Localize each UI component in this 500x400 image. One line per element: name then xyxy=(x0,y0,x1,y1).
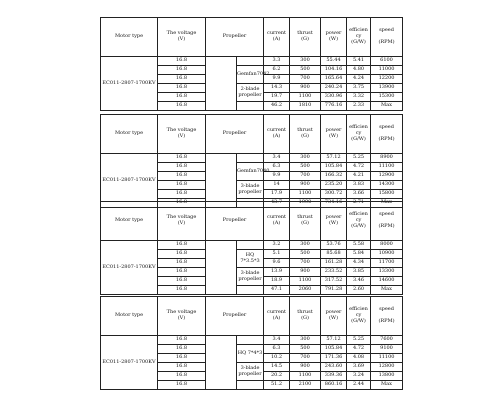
current-cell: 46.2 xyxy=(264,102,290,111)
efficiency-cell: 5.41 xyxy=(347,57,371,66)
thrust-cell: 1100 xyxy=(290,190,321,199)
spec-table xyxy=(100,17,403,111)
power-cell: 776.16 xyxy=(321,102,347,111)
efficiency-cell: 3.85 xyxy=(347,268,371,277)
efficiency-cell: 3.69 xyxy=(347,363,371,372)
power-cell: 300.72 xyxy=(321,190,347,199)
speed-cell: 15300 xyxy=(371,93,403,102)
voltage-cell: 16.8 xyxy=(158,66,206,75)
propeller-empty-cell xyxy=(237,102,264,111)
power-cell: 317.52 xyxy=(321,277,347,286)
power-cell: 171.36 xyxy=(321,354,347,363)
current-cell: 10.2 xyxy=(264,354,290,363)
current-cell: 19.7 xyxy=(264,93,290,102)
speed-cell: 9100 xyxy=(371,345,403,354)
voltage-cell: 16.8 xyxy=(158,268,206,277)
header-current: current (A) xyxy=(264,297,290,336)
current-cell: 17.9 xyxy=(264,190,290,199)
header-power: power (W) xyxy=(321,115,347,154)
speed-cell: 13900 xyxy=(371,84,403,93)
power-cell: 243.60 xyxy=(321,363,347,372)
speed-cell: 15800 xyxy=(371,190,403,199)
voltage-cell: 16.8 xyxy=(158,250,206,259)
thrust-cell: 500 xyxy=(290,66,321,75)
efficiency-cell: 4.72 xyxy=(347,163,371,172)
current-cell: 6.3 xyxy=(264,163,290,172)
header-propeller: Propeller xyxy=(206,202,264,241)
speed-cell: 13300 xyxy=(371,268,403,277)
thrust-cell: 900 xyxy=(290,181,321,190)
efficiency-cell: 4.34 xyxy=(347,259,371,268)
speed-cell: 14600 xyxy=(371,277,403,286)
power-cell: 235.20 xyxy=(321,181,347,190)
motor-type-cell: EC011-2807-1700KV xyxy=(101,57,158,111)
propeller-type-cell: 3-blade propeller xyxy=(237,181,264,199)
header-current: current (A) xyxy=(264,202,290,241)
header-motor-type: Motor type xyxy=(101,202,158,241)
table-row xyxy=(101,154,403,163)
efficiency-cell: 5.58 xyxy=(347,241,371,250)
speed-cell: 11100 xyxy=(371,163,403,172)
header-voltage: The voltage (V) xyxy=(158,297,206,336)
efficiency-cell: 3.24 xyxy=(347,372,371,381)
header-power: power (W) xyxy=(321,18,347,57)
efficiency-cell: 4.72 xyxy=(347,345,371,354)
voltage-cell: 16.8 xyxy=(158,354,206,363)
power-cell: 165.64 xyxy=(321,75,347,84)
header-voltage: The voltage (V) xyxy=(158,202,206,241)
header-thrust: thrust (G) xyxy=(290,202,321,241)
current-cell: 3.3 xyxy=(264,57,290,66)
header-row xyxy=(101,202,403,241)
current-cell: 3.4 xyxy=(264,154,290,163)
voltage-cell: 16.8 xyxy=(158,75,206,84)
thrust-cell: 1100 xyxy=(290,277,321,286)
current-cell: 5.1 xyxy=(264,250,290,259)
motor-type-cell: EC011-2807-1700KV xyxy=(101,154,158,208)
table-row xyxy=(101,241,403,250)
voltage-cell: 16.8 xyxy=(158,172,206,181)
propeller-blank-cell xyxy=(206,336,237,390)
motor-type-cell: EC011-2807-1700KV xyxy=(101,241,158,295)
efficiency-cell: 2.60 xyxy=(347,286,371,295)
table-row xyxy=(101,336,403,345)
voltage-cell: 16.8 xyxy=(158,345,206,354)
header-speed: speed (RPM) xyxy=(371,202,403,241)
speed-cell: 13800 xyxy=(371,372,403,381)
current-cell: 14 xyxy=(264,181,290,190)
thrust-cell: 2060 xyxy=(290,286,321,295)
propeller-empty-cell xyxy=(237,154,264,163)
current-cell: 13.9 xyxy=(264,268,290,277)
spec-table xyxy=(100,296,403,390)
current-cell: 14.5 xyxy=(264,363,290,372)
power-cell: 791.28 xyxy=(321,286,347,295)
thrust-cell: 700 xyxy=(290,75,321,84)
voltage-cell: 16.8 xyxy=(158,259,206,268)
speed-cell: 11100 xyxy=(371,354,403,363)
thrust-cell: 2100 xyxy=(290,381,321,390)
propeller-blank-cell xyxy=(206,154,237,208)
propeller-empty-cell xyxy=(237,57,264,66)
efficiency-cell: 4.21 xyxy=(347,172,371,181)
thrust-cell: 1990 xyxy=(290,199,321,208)
thrust-cell: 300 xyxy=(290,57,321,66)
spec-table xyxy=(100,201,403,295)
thrust-cell: 500 xyxy=(290,250,321,259)
header-thrust: thrust (G) xyxy=(290,18,321,57)
table-row xyxy=(101,57,403,66)
header-propeller: Propeller xyxy=(206,18,264,57)
power-cell: 161.28 xyxy=(321,259,347,268)
voltage-cell: 16.8 xyxy=(158,277,206,286)
speed-cell: 8900 xyxy=(371,154,403,163)
header-power: power (W) xyxy=(321,202,347,241)
current-cell: 18.9 xyxy=(264,277,290,286)
speed-cell: 12900 xyxy=(371,172,403,181)
efficiency-cell: 5.25 xyxy=(347,154,371,163)
propeller-empty-cell xyxy=(237,336,264,345)
header-voltage: The voltage (V) xyxy=(158,115,206,154)
header-speed: speed (RPM) xyxy=(371,18,403,57)
propeller-model-cell: HQ 7*3.5*3 xyxy=(237,250,264,268)
speed-cell: Max xyxy=(371,381,403,390)
voltage-cell: 16.8 xyxy=(158,84,206,93)
current-cell: 3.2 xyxy=(264,241,290,250)
voltage-cell: 16.8 xyxy=(158,241,206,250)
speed-cell: 12800 xyxy=(371,363,403,372)
propeller-model-cell: Gemfan7042 xyxy=(237,66,264,84)
speed-cell: 7600 xyxy=(371,336,403,345)
thrust-cell: 500 xyxy=(290,163,321,172)
voltage-cell: 16.8 xyxy=(158,181,206,190)
current-cell: 9.9 xyxy=(264,75,290,84)
header-speed: speed (RPM) xyxy=(371,297,403,336)
header-efficiency: efficien cy (G/W) xyxy=(347,18,371,57)
header-voltage: The voltage (V) xyxy=(158,18,206,57)
header-motor-type: Motor type xyxy=(101,18,158,57)
header-motor-type: Motor type xyxy=(101,115,158,154)
efficiency-cell: 4.24 xyxy=(347,75,371,84)
header-current: current (A) xyxy=(264,115,290,154)
speed-cell: 14300 xyxy=(371,181,403,190)
voltage-cell: 16.8 xyxy=(158,93,206,102)
header-current: current (A) xyxy=(264,18,290,57)
voltage-cell: 16.8 xyxy=(158,363,206,372)
current-cell: 43.7 xyxy=(264,199,290,208)
thrust-cell: 1100 xyxy=(290,93,321,102)
header-efficiency: efficien cy (G/W) xyxy=(347,202,371,241)
power-cell: 104.16 xyxy=(321,66,347,75)
header-thrust: thrust (G) xyxy=(290,115,321,154)
header-power: power (W) xyxy=(321,297,347,336)
propeller-type-cell: 2-blade propeller xyxy=(237,84,264,102)
voltage-cell: 16.8 xyxy=(158,57,206,66)
header-efficiency: efficien cy (G/W) xyxy=(347,297,371,336)
propeller-blank-cell xyxy=(206,57,237,111)
voltage-cell: 16.8 xyxy=(158,163,206,172)
header-speed: speed (RPM) xyxy=(371,115,403,154)
thrust-cell: 700 xyxy=(290,354,321,363)
efficiency-cell: 2.44 xyxy=(347,381,371,390)
propeller-model-cell: Gemfan7040 xyxy=(237,163,264,181)
power-cell: 860.16 xyxy=(321,381,347,390)
current-cell: 3.4 xyxy=(264,336,290,345)
power-cell: 85.68 xyxy=(321,250,347,259)
thrust-cell: 500 xyxy=(290,345,321,354)
thrust-cell: 300 xyxy=(290,241,321,250)
current-cell: 6.2 xyxy=(264,66,290,75)
propeller-empty-cell xyxy=(237,381,264,390)
speed-cell: 10900 xyxy=(371,250,403,259)
voltage-cell: 16.8 xyxy=(158,372,206,381)
header-efficiency: efficien cy (G/W) xyxy=(347,115,371,154)
voltage-cell: 16.8 xyxy=(158,336,206,345)
motor-type-cell: EC011-2807-1700KV xyxy=(101,336,158,390)
thrust-cell: 300 xyxy=(290,336,321,345)
efficiency-cell: 3.83 xyxy=(347,181,371,190)
header-row xyxy=(101,18,403,57)
efficiency-cell: 3.46 xyxy=(347,277,371,286)
speed-cell: Max xyxy=(371,199,403,208)
current-cell: 6.3 xyxy=(264,345,290,354)
power-cell: 166.32 xyxy=(321,172,347,181)
power-cell: 339.36 xyxy=(321,372,347,381)
voltage-cell: 16.8 xyxy=(158,154,206,163)
spec-table xyxy=(100,114,403,208)
current-cell: 9.9 xyxy=(264,172,290,181)
speed-cell: 11000 xyxy=(371,66,403,75)
speed-cell: 11700 xyxy=(371,259,403,268)
current-cell: 51.2 xyxy=(264,381,290,390)
efficiency-cell: 4.08 xyxy=(347,354,371,363)
header-row xyxy=(101,115,403,154)
speed-cell: 6100 xyxy=(371,57,403,66)
power-cell: 55.44 xyxy=(321,57,347,66)
header-propeller: Propeller xyxy=(206,297,264,336)
power-cell: 57.12 xyxy=(321,154,347,163)
thrust-cell: 700 xyxy=(290,172,321,181)
propeller-blank-cell xyxy=(206,241,237,295)
propeller-model-cell: HQ 7*4*3 xyxy=(237,345,264,363)
propeller-type-cell: 3-blade propeller xyxy=(237,268,264,286)
thrust-cell: 900 xyxy=(290,268,321,277)
efficiency-cell: 3.75 xyxy=(347,84,371,93)
voltage-cell: 16.8 xyxy=(158,199,206,208)
efficiency-cell: 5.25 xyxy=(347,336,371,345)
current-cell: 14.3 xyxy=(264,84,290,93)
thrust-cell: 900 xyxy=(290,363,321,372)
efficiency-cell: 2.33 xyxy=(347,102,371,111)
efficiency-cell: 3.32 xyxy=(347,93,371,102)
header-thrust: thrust (G) xyxy=(290,297,321,336)
efficiency-cell: 3.66 xyxy=(347,190,371,199)
thrust-cell: 300 xyxy=(290,154,321,163)
power-cell: 105.84 xyxy=(321,345,347,354)
power-cell: 240.24 xyxy=(321,84,347,93)
voltage-cell: 16.8 xyxy=(158,381,206,390)
thrust-cell: 1810 xyxy=(290,102,321,111)
propeller-type-cell: 3-blade propeller xyxy=(237,363,264,381)
thrust-cell: 1100 xyxy=(290,372,321,381)
thrust-cell: 900 xyxy=(290,84,321,93)
power-cell: 233.52 xyxy=(321,268,347,277)
speed-cell: 12200 xyxy=(371,75,403,84)
power-cell: 105.84 xyxy=(321,163,347,172)
power-cell: 53.76 xyxy=(321,241,347,250)
current-cell: 47.1 xyxy=(264,286,290,295)
propeller-empty-cell xyxy=(237,286,264,295)
current-cell: 9.6 xyxy=(264,259,290,268)
power-cell: 330.96 xyxy=(321,93,347,102)
power-cell: 734.16 xyxy=(321,199,347,208)
header-row xyxy=(101,297,403,336)
header-motor-type: Motor type xyxy=(101,297,158,336)
propeller-empty-cell xyxy=(237,241,264,250)
speed-cell: Max xyxy=(371,102,403,111)
speed-cell: Max xyxy=(371,286,403,295)
voltage-cell: 16.8 xyxy=(158,286,206,295)
power-cell: 57.12 xyxy=(321,336,347,345)
efficiency-cell: 5.84 xyxy=(347,250,371,259)
efficiency-cell: 2.71 xyxy=(347,199,371,208)
efficiency-cell: 4.80 xyxy=(347,66,371,75)
voltage-cell: 16.8 xyxy=(158,102,206,111)
current-cell: 20.2 xyxy=(264,372,290,381)
speed-cell: 8000 xyxy=(371,241,403,250)
thrust-cell: 700 xyxy=(290,259,321,268)
voltage-cell: 16.8 xyxy=(158,190,206,199)
header-propeller: Propeller xyxy=(206,115,264,154)
